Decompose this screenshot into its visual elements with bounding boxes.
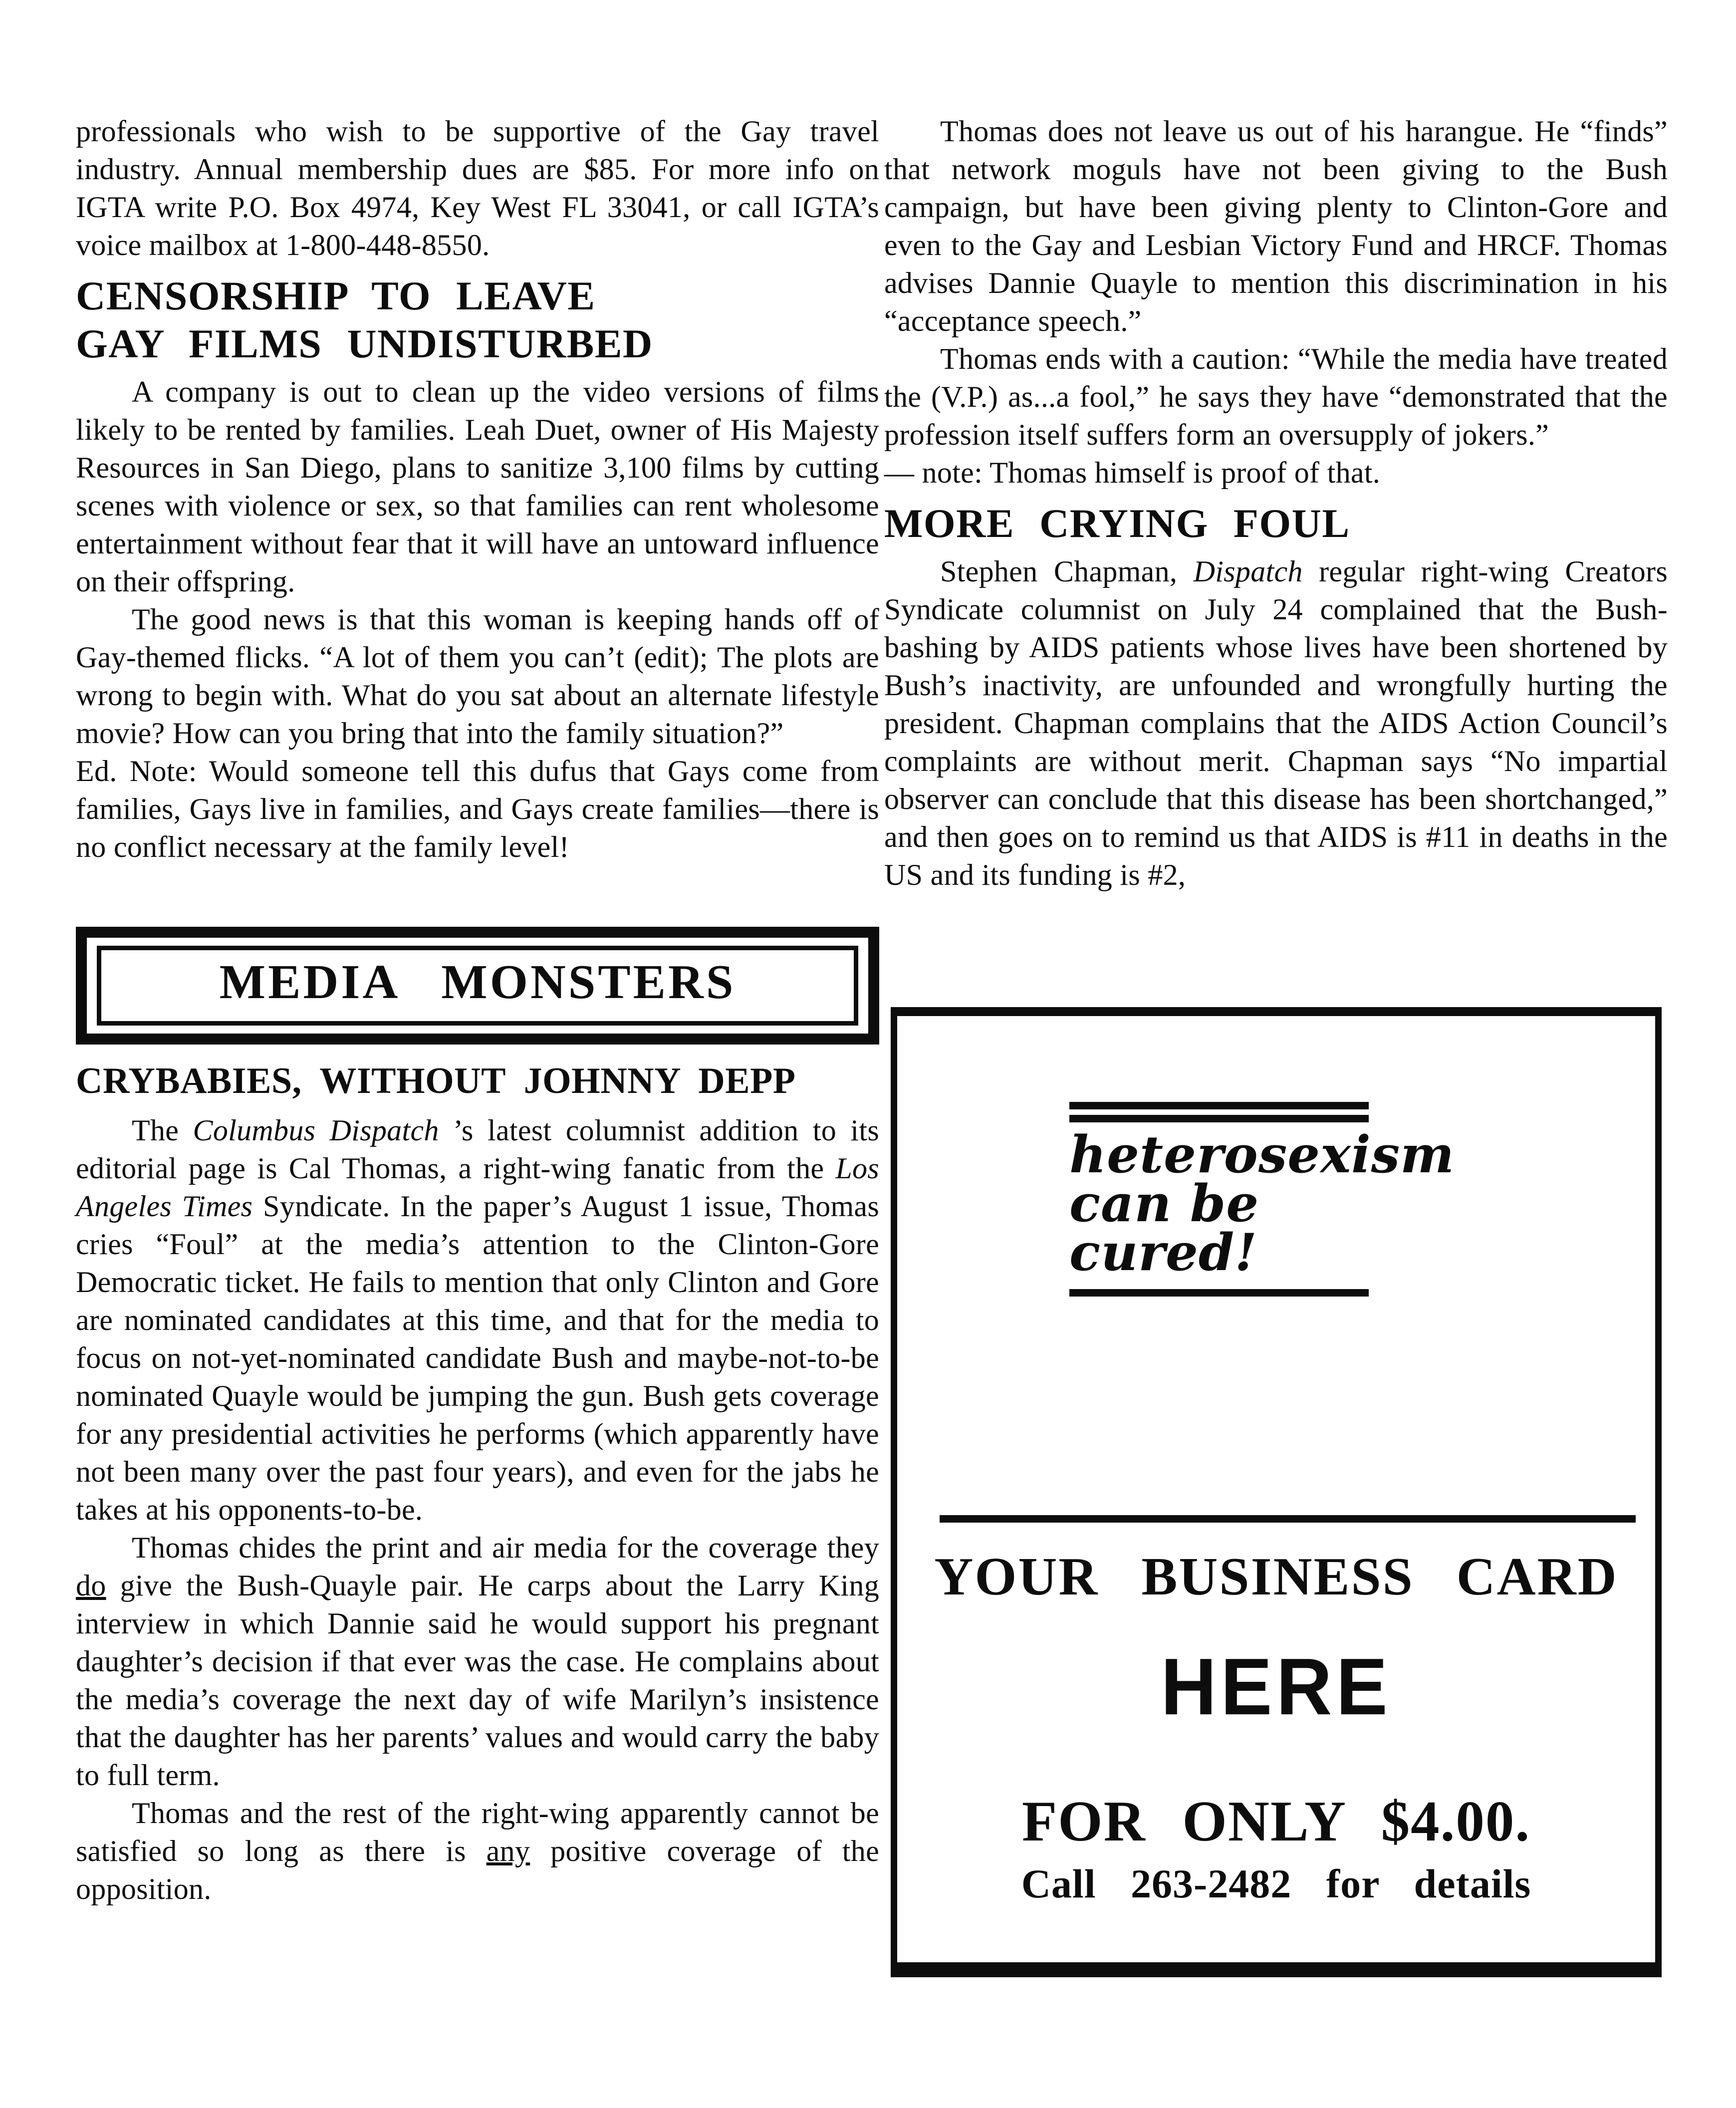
- ad-tagline-line1: heterosexism: [1069, 1125, 1455, 1185]
- ad-tagline-line2: can be cured!: [1069, 1174, 1259, 1283]
- ed-note-paragraph: Ed. Note: Would someone tell this dufus that Gays come from families, Gays live in families, and Gays create families—there is no conflict necessary at the family level!: [76, 755, 879, 863]
- media-monsters-title: MEDIA MONSTERS: [219, 955, 736, 1009]
- harangue-paragraph: Thomas does not leave us out of his harangue. He “finds” that network moguls have not been giving to the Bush campaign, but have been giving plenty to Clinton-Gore and even to the Gay and Lesbian Victory Fund and HRCF. Thomas advises Dannie Quayle to mention this discrimination in his “acceptance speech.”: [884, 115, 1668, 337]
- intro-paragraph: professionals who wish to be supportive of the Gay travel industry. Annual membership dues are $85. For more info on IGTA write P.O. Box 4974, Key West FL 33041, or call IGTA’s voice mailbox at 1-800-448-8550.: [76, 115, 879, 262]
- caution-paragraph: Thomas ends with a caution: “While the media have treated the (V.P.) as...a fool,” he says they have “demonstrated that the profession itself suffers form an oversupply of jokers.”: [884, 342, 1668, 451]
- censorship-heading-line2: GAY FILMS UNDISTURBED: [76, 321, 653, 366]
- right-column: [884, 112, 1668, 894]
- ad-here-text: HERE: [1161, 1641, 1392, 1732]
- censorship-heading-line1: CENSORSHIP TO LEAVE: [76, 273, 596, 318]
- editor-note-line: — note: Thomas himself is proof of that.: [884, 456, 1381, 489]
- censorship-paragraph: The good news is that this woman is keeping hands off of Gay-themed flicks. “A lot of them you can’t (edit); The plots are wrong to begin with. What do you sat about an alternate lifestyle movie? How can you bring that into the family situation?”: [76, 603, 879, 750]
- ad-headline: YOUR BUSINESS CARD: [934, 1547, 1618, 1606]
- ad-divider-rule: [940, 1515, 1636, 1523]
- ad-single-rule: [1069, 1289, 1369, 1297]
- ad-double-rule: [1069, 1102, 1369, 1122]
- ad-price: FOR ONLY $4.00.: [1021, 1790, 1531, 1853]
- censorship-heading: [76, 272, 879, 368]
- left-column: [76, 112, 879, 1908]
- ad-tagline: [1069, 1125, 1455, 1283]
- chapman-paragraph: Stephen Chapman, Dispatch regular right-wing Creators Syndicate columnist on July 24 complained that the Bush-bashing by AIDS patients whose lives have been shortened by Bush’s inactivity, are unfounded and wrongfully hurting the president. Chapman complains that the AIDS Action Council’s complaints are without merit. Chapman says “No impartial observer can conclude that this disease has been shortchanged,” and then goes on to remind us that AIDS is #11 in deaths in the US and its funding is #2,: [884, 555, 1668, 891]
- crybabies-paragraph: Thomas and the rest of the right-wing apparently cannot be satisfied so long as there is any positive coverage of the opposition.: [76, 1796, 879, 1905]
- crybabies-paragraph: The Columbus Dispatch ’s latest columnist addition to its editorial page is Cal Thomas, a right-wing fanatic from the Los Angeles Times Syndicate. In the paper’s August 1 issue, Thomas cries “Foul” at the media’s attention to the Clinton-Gore Democratic ticket. He fails to mention that only Clinton and Gore are nominated candidates at this time, and that for the media to focus on not-yet-nominated candidate Bush and maybe-not-to-be nominated Quayle would be jumping the gun. Bush gets coverage for any presidential activities he performs (which apparently have not been many over the past four years), and even for the jabs he takes at his opponents-to-be.: [76, 1113, 879, 1526]
- media-monsters-box: [76, 927, 879, 1045]
- ad-contact: Call 263-2482 for details: [1021, 1861, 1531, 1906]
- censorship-paragraph: A company is out to clean up the video versions of films likely to be rented by families. Leah Duet, owner of His Majesty Resources in San Diego, plans to sanitize 3,100 films by cutting scenes with violence or sex, so that families can rent wholesome entertainment without fear that it will have an untoward influence on their offspring.: [76, 375, 879, 598]
- media-monsters-box-inner: [97, 946, 858, 1026]
- ad-masthead: [1069, 1102, 1455, 1297]
- more-crying-foul-heading: MORE CRYING FOUL: [884, 501, 1350, 546]
- crybabies-paragraph: Thomas chides the print and air media for the coverage they do give the Bush-Quayle pair. He carps about the Larry King interview in which Dannie said he would support his pregnant daughter’s decision if that ever was the case. He complains about the media’s coverage the next day of wife Marilyn’s insistence that the daughter has her parents’ values and would carry the baby to full term.: [76, 1531, 879, 1792]
- business-card-ad: [891, 1007, 1662, 1977]
- crybabies-heading: CRYBABIES, WITHOUT JOHNNY DEPP: [76, 1060, 796, 1101]
